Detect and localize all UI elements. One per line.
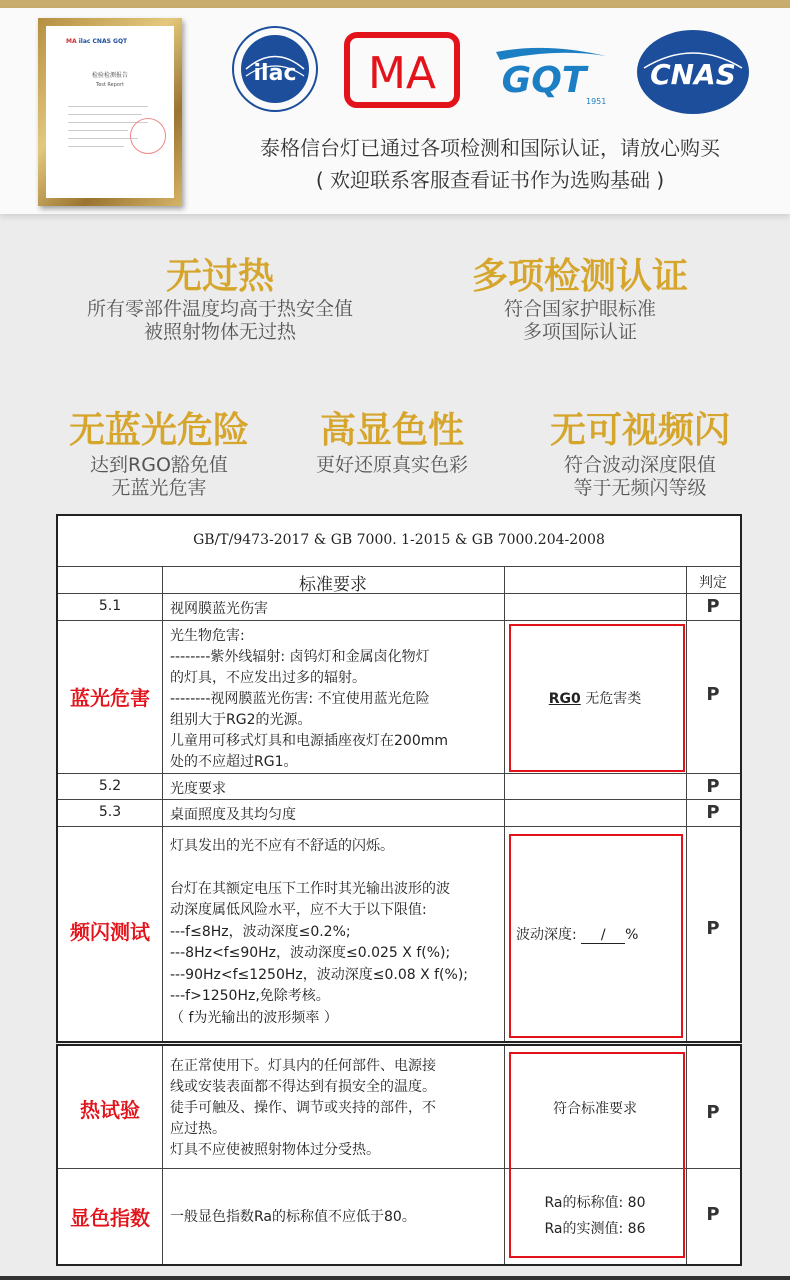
feature-desc-no-overheat: 所有零部件温度均高于热安全值 被照射物体无过热 xyxy=(86,298,353,343)
blue-light-result: RG0 无危害类 xyxy=(548,691,642,707)
svg-text:GQT: GQT xyxy=(501,60,587,101)
header-verdict: 判定 xyxy=(699,575,727,591)
row-requirement: 视网膜蓝光伤害 xyxy=(170,601,268,617)
verdict-pass: P xyxy=(706,1102,720,1123)
verdict-pass: P xyxy=(706,684,720,705)
certificate-panel xyxy=(0,8,790,214)
cnas-logo xyxy=(634,28,752,116)
table-line xyxy=(58,773,740,774)
header-requirement: 标准要求 xyxy=(299,575,367,595)
verdict-pass: P xyxy=(706,1204,720,1225)
table-line xyxy=(58,566,740,567)
blue-light-hazard-label: 蓝光危害 xyxy=(70,686,150,710)
table-line xyxy=(686,1046,687,1264)
feature-title-high-cri: 高显色性 xyxy=(319,410,464,451)
certificate-text-line xyxy=(68,138,138,139)
certificate-mini-logos: MA ilac CNAS GQT xyxy=(66,38,128,45)
certificate-document xyxy=(46,26,174,198)
feature-title-no-flicker: 无可视频闪 xyxy=(549,410,730,451)
verdict-pass: P xyxy=(706,776,720,797)
standards-table xyxy=(58,516,740,1041)
flicker-result: 波动深度: / % xyxy=(516,927,639,943)
certificate-text-line xyxy=(68,146,124,147)
svg-text:1951: 1951 xyxy=(586,97,607,106)
row-number: 5.3 xyxy=(98,804,122,820)
gqt-logo xyxy=(476,46,612,108)
feature-title-no-overheat: 无过热 xyxy=(165,256,274,297)
feature-desc-no-flicker: 符合波动深度限值 等于无频闪等级 xyxy=(563,454,716,499)
row-number: 5.2 xyxy=(98,778,122,794)
table-line xyxy=(504,566,505,1041)
blue-light-requirement: 光生物危害: --------紫外线辐射: 卤钨灯和金属卤化物灯 的灯具，不应发出过多的辐射。 --------视网膜蓝光伤害: 不宜使用蓝光危险 组别大于RG2的光源。 儿童用可移式灯具和电源插座夜灯在200mm 处的不应超过RG1。 xyxy=(170,628,448,770)
svg-text:MA: MA xyxy=(367,48,437,99)
safety-table xyxy=(58,1046,740,1264)
bottom-bar xyxy=(0,1276,790,1280)
cma-logo xyxy=(344,32,460,108)
row-requirement: 光度要求 xyxy=(170,781,226,797)
verdict-pass: P xyxy=(706,918,720,939)
certification-statement: 泰格信台灯已通过各项检测和国际认证，请放心购买 xyxy=(260,136,720,160)
flicker-requirement: 灯具发出的光不应有不舒适的闪烁。 台灯在其额定电压下工作时其光输出波形的波 动深度属低风险水平，应不大于以下限值: ---f≤8Hz，波动深度≤0.2%; ---8Hz<f≤90Hz，波动深度≤0.025 X f(%); ---90Hz<f≤1250Hz，波动深度≤0.08 X f(%); ---f>1250Hz,免除考核。 （ f为光输出的波形频率 ） xyxy=(170,838,469,1026)
table-line xyxy=(162,1046,163,1264)
heat-test-label: 热试验 xyxy=(80,1098,140,1122)
cri-result: Ra的标称值: 80 Ra的实测值: 86 xyxy=(544,1195,646,1237)
feature-title-certification: 多项检测认证 xyxy=(471,256,688,297)
row-number: 5.1 xyxy=(98,598,122,614)
certification-note: ( 欢迎联系客服查看证书作为选购基础 ) xyxy=(315,168,665,192)
table-line xyxy=(162,566,163,1041)
svg-text:ilac: ilac xyxy=(253,61,297,86)
verdict-pass: P xyxy=(706,802,720,823)
feature-desc-certification: 符合国家护眼标准 多项国际认证 xyxy=(503,298,656,343)
certificate-text-line xyxy=(68,106,148,107)
certificate-seal xyxy=(130,118,166,154)
flicker-test-label: 频闪测试 xyxy=(70,920,150,944)
color-rendering-label: 显色指数 xyxy=(70,1206,150,1230)
feature-desc-no-blue-light: 达到RGO豁免值 无蓝光危害 xyxy=(90,454,228,499)
heat-requirement: 在正常使用下。灯具内的任何部件、电源接 线或安装表面都不得达到有损安全的温度。 徒手可触及、操作、调节或夹持的部件，不 应过热。 灯具不应使被照射物体过分受热。 xyxy=(170,1058,436,1158)
row-requirement: 桌面照度及其均匀度 xyxy=(170,807,296,823)
heat-result: 符合标准要求 xyxy=(553,1101,637,1117)
feature-title-no-blue-light: 无蓝光危险 xyxy=(68,410,249,451)
table-line xyxy=(58,799,740,800)
ilac-logo xyxy=(230,24,320,114)
table-line xyxy=(58,620,740,621)
certificate-title-en: Test Report xyxy=(95,82,124,88)
top-gold-bar xyxy=(0,0,790,8)
table-line xyxy=(58,826,740,827)
certificate-text-line xyxy=(68,130,128,131)
verdict-pass: P xyxy=(706,596,720,617)
certificate-title-cn: 检验检测报告 xyxy=(91,72,128,79)
certificate-text-line xyxy=(68,114,142,115)
standard-code: GB/T/9473-2017 & GB 7000. 1-2015 & GB 7000.204-2008 xyxy=(193,532,605,548)
feature-desc-high-cri: 更好还原真实色彩 xyxy=(315,454,468,476)
svg-text:CNAS: CNAS xyxy=(650,58,736,91)
cri-requirement: 一般显色指数Ra的标称值不应低于80。 xyxy=(170,1209,416,1225)
certificate-frame xyxy=(38,18,182,206)
